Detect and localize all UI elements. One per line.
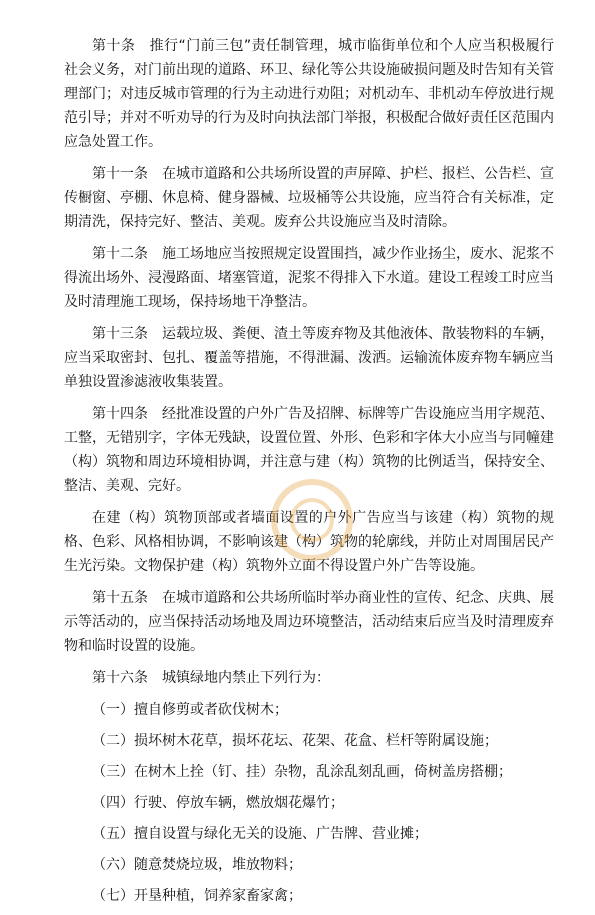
list-item: （三）在树木上拴（钉、挂）杂物，乱涂乱刻乱画，倚树盖房搭棚； bbox=[92, 764, 512, 780]
list-item: （七）开垦种植，饲养家畜家禽； bbox=[92, 888, 302, 904]
article-14: 第十四条 经批准设置的户外广告及招牌、标牌等广告设施应当用字规范、工整，无错别字，字体无残缺，设置位置、外形、色彩和字体大小应当与同幢建（构）筑物和周边环境相协调，并注意与建（构）筑物的比例适当，保持安全、整洁、美观、完好。 bbox=[64, 406, 554, 494]
list-item: （二）损坏树木花草，损坏花坛、花架、花盒、栏杆等附属设施； bbox=[92, 733, 498, 749]
list-item: （一）擅自修剪或者砍伐树木； bbox=[92, 702, 288, 718]
list-item: （四）行驶、停放车辆，燃放烟花爆竹； bbox=[92, 795, 344, 811]
article-13: 第十三条 运载垃圾、粪便、渣土等废弃物及其他液体、散装物料的车辆，应当采取密封、包扎、覆盖等措施，不得泄漏、泼洒。运输流体废弃物车辆应当单独设置渗滤液收集装置。 bbox=[64, 326, 554, 390]
article-11: 第十一条 在城市道路和公共场所设置的声屏障、护栏、报栏、公告栏、宣传橱窗、亭棚、休息椅、健身器械、垃圾桶等公共设施，应当符合有关标准，定期清洗，保持完好、整洁、美观。废弃公共设施应当及时清除。 bbox=[64, 166, 554, 230]
article-10: 第十条 推行“门前三包”责任制管理，城市临街单位和个人应当积极履行社会义务，对门前出现的道路、环卫、绿化等公共设施破损问题及时告知有关管理部门；对违反城市管理的行为主动进行劝阻；对机动车、非机动车停放进行规范引导；并对不听劝导的行为及时向执法部门举报，积极配合做好责任区范围内应急处置工作。 bbox=[64, 38, 554, 150]
article-16: 第十六条 城镇绿地内禁止下列行为： bbox=[92, 670, 330, 686]
list-item: （五）擅自设置与绿化无关的设施、广告牌、营业摊； bbox=[92, 826, 428, 842]
document-page bbox=[64, 34, 554, 915]
article-12: 第十二条 施工场地应当按照规定设置围挡，减少作业扬尘，废水、泥浆不得流出场外、浸漫路面、堵塞管道，泥浆不得排入下水道。建设工程竣工时应当及时清理施工现场，保持场地干净整洁。 bbox=[64, 246, 554, 310]
article-15: 第十五条 在城市道路和公共场所临时举办商业性的宣传、纪念、庆典、展示等活动的，应当保持活动场地及周边环境整洁，活动结束后应当及时清理废弃物和临时设置的设施。 bbox=[64, 590, 554, 654]
list-item: （六）随意焚烧垃圾，堆放物料； bbox=[92, 857, 302, 873]
article-14-continued: 在建（构）筑物顶部或者墙面设置的户外广告应当与该建（构）筑物的规格、色彩、风格相协调，不影响该建（构）筑物的轮廓线，并防止对周围居民产生光污染。文物保护建（构）筑物外立面不得设置户外广告等设施。 bbox=[64, 510, 554, 574]
